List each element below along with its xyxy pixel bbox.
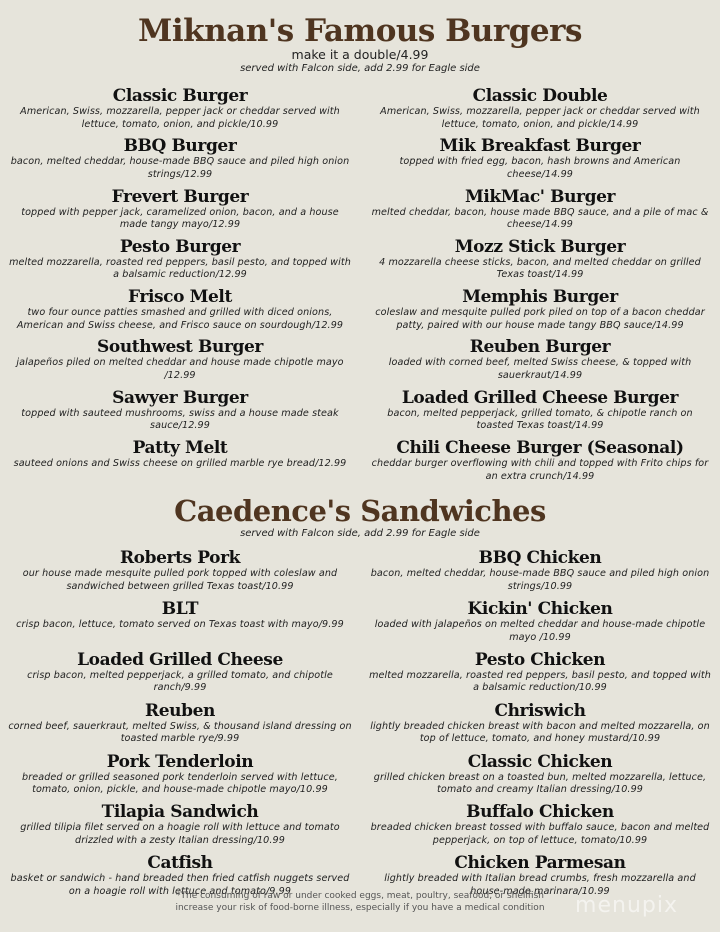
menu-item [360,702,720,753]
item-description: 4 mozzarella cheese sticks, bacon, and melted cheddar on grilled Texas toast/14.99 [379,256,701,281]
item-description: bacon, melted pepperjack, grilled tomato, & chipotle ranch on toasted Texas toast/14.99 [387,407,693,432]
sandwiches-side-note: served with Falcon side, add 2.99 for Eagle side [240,528,480,540]
item-description: sauteed onions and Swiss cheese on grilled marble rye bread/12.99 [13,458,347,470]
item-name: Pork Tenderloin [106,751,254,772]
item-description: melted cheddar, bacon, house made BBQ sauce, and a pile of mac & cheese/14.99 [371,206,709,231]
menu-item [0,753,360,804]
item-description: grilled tilipia filet served on a hoagie roll with lettuce and tomato drizzled with a zesty Italian dressing/10.99 [20,822,340,846]
item-name: Chicken Parmesan [454,853,626,874]
item-name: Chili Cheese Burger (Seasonal) [396,438,684,459]
item-description: breaded or grilled seasoned pork tenderloin served with lettuce, tomato, onion, pickle, and house-made chipotle mayo/10.99 [22,771,338,796]
item-description: topped with pepper jack, caramelized onion, bacon, and a house made tangy mayo/12.99 [21,206,339,231]
item-name: Pesto Chicken [474,649,606,670]
menu-item [360,753,720,804]
item-description: topped with sauteed mushrooms, swiss and a house made steak sauce/12.99 [21,407,339,432]
item-description: topped with fried egg, bacon, hash browns and American cheese/14.99 [399,156,681,180]
menu-item [360,803,720,854]
item-description: crisp bacon, lettuce, tomato served on Texas toast with mayo/9.99 [16,619,344,631]
item-name: Sawyer Burger [112,387,248,408]
menu-item [360,549,720,600]
item-description: loaded with corned beef, melted Swiss cheese, & topped with sauerkraut/14.99 [388,357,692,381]
item-name: Reuben Burger [469,337,611,358]
menu-item [0,137,360,187]
burgers-title: Miknan's Famous Burgers [138,13,582,49]
menu-item [0,238,360,288]
item-description: cheddar burger overflowing with chili and topped with Frito chips for an extra crunch/14.99 [371,458,709,482]
item-name: Tilapia Sandwich [101,802,259,823]
item-description: melted mozzarella, roasted red peppers, basil pesto, and topped with a balsamic reduction/10.99 [369,669,711,694]
item-description: lightly breaded chicken breast with bacon and melted mozzarella, on top of lettuce, tomato, and honey mustard/10.99 [370,720,710,745]
sandwiches-list [0,549,720,905]
burgers-list [0,87,720,489]
menu-item [360,600,720,651]
item-description: our house made mesquite pulled pork topped with coleslaw and sandwiched between grilled Texas toast/10.99 [22,568,338,592]
item-name: Kickin' Chicken [467,599,613,620]
item-description: basket or sandwich - hand breaded then fried catfish nuggets served on a hoagie roll with lettuce and tomato/9.99 [10,873,350,897]
menu-item [0,338,360,388]
item-description: melted mozzarella, roasted red peppers, basil pesto, and topped with a balsamic reduction/12.99 [9,256,351,281]
menu-item [360,137,720,187]
menu-item [0,87,360,137]
menu-item [360,87,720,137]
item-name: Mozz Stick Burger [454,236,626,257]
item-description: bacon, melted cheddar, house-made BBQ sauce and piled high onion strings/10.99 [370,568,710,592]
watermark-logo: menupix [575,893,678,918]
menu-item [0,702,360,753]
sandwiches-title: Caedence's Sandwiches [174,494,546,529]
item-description: jalapeños piled on melted cheddar and house made chipotle mayo /12.99 [16,357,344,381]
item-description: American, Swiss, mozzarella, pepper jack or cheddar served with lettuce, tomato, onion, and pickle/10.99 [20,106,340,130]
burgers-side-note: served with Falcon side, add 2.99 for Eagle side [240,63,480,74]
item-name: Patty Melt [132,438,228,459]
menu-item [360,439,720,489]
item-name: Classic Chicken [467,751,613,772]
menu-item [0,600,360,651]
item-name: Buffalo Chicken [466,802,614,823]
item-description: crisp bacon, melted pepperjack, a grilled tomato, and chipotle ranch/9.99 [27,669,333,694]
item-name: Mik Breakfast Burger [439,136,641,157]
menu-item [0,288,360,338]
item-description: corned beef, sauerkraut, melted Swiss, & thousand island dressing on toasted marble rye/9.99 [8,720,352,745]
item-name: Frisco Melt [128,287,232,308]
double-note: make it a double/4.99 [291,47,429,62]
item-description: breaded chicken breast tossed with buffalo sauce, bacon and melted pepperjack, on top of lettuce, tomato/10.99 [370,822,710,846]
menu-item [0,389,360,439]
item-name: Pesto Burger [119,236,241,257]
item-name: Reuben [145,700,215,721]
item-name: BBQ Burger [123,136,237,157]
item-description: two four ounce patties smashed and grilled with diced onions, American and Swiss cheese, and Frisco sauce on sourdough/12.99 [16,307,344,331]
disclaimer-line-2: increase your risk of food-borne illness, especially if you have a medical condition [175,903,545,913]
menu-item [360,188,720,238]
item-description: loaded with jalapeños on melted cheddar and house-made chipotle mayo /10.99 [374,619,706,643]
item-description: bacon, melted cheddar, house-made BBQ sauce and piled high onion strings/12.99 [10,156,350,180]
menu-item [0,549,360,600]
menu-item [0,188,360,238]
menu-item [360,288,720,338]
menu-item [0,439,360,489]
item-name: BBQ Chicken [478,548,602,569]
item-name: Memphis Burger [462,287,618,308]
menu-item [360,651,720,702]
item-name: Chriswich [494,700,586,721]
item-name: Classic Double [472,86,608,106]
item-name: Classic Burger [112,86,248,106]
item-name: Loaded Grilled Cheese [77,649,283,670]
menu-item [0,651,360,702]
item-description: grilled chicken breast on a toasted bun, melted mozzarella, lettuce, tomato and creamy Italian dressing/10.99 [373,771,707,796]
menu-item [360,238,720,288]
menu-item [0,803,360,854]
item-description: coleslaw and mesquite pulled pork piled on top of a bacon cheddar patty, paired with our house made tangy BBQ sauce/14.99 [375,307,705,331]
food-safety-disclaimer [150,890,570,914]
item-name: Frevert Burger [111,186,249,207]
item-name: MikMac' Burger [464,186,616,207]
item-name: Catfish [147,853,213,874]
menu-item [360,389,720,439]
menu-item [360,338,720,388]
item-description: lightly breaded with Italian bread crumbs, fresh mozzarella and house-made marinara/10.99 [384,873,696,897]
item-name: Loaded Grilled Cheese Burger [401,387,679,408]
item-name: Roberts Pork [119,548,241,569]
disclaimer-line-1: *The consuming of raw or under cooked eggs, meat, poultry, seafood, or shellfish [176,891,544,901]
item-name: Southwest Burger [97,337,263,358]
item-name: BLT [161,599,199,620]
item-description: American, Swiss, mozzarella, pepper jack or cheddar served with lettuce, tomato, onion, and pickle/14.99 [380,106,700,130]
